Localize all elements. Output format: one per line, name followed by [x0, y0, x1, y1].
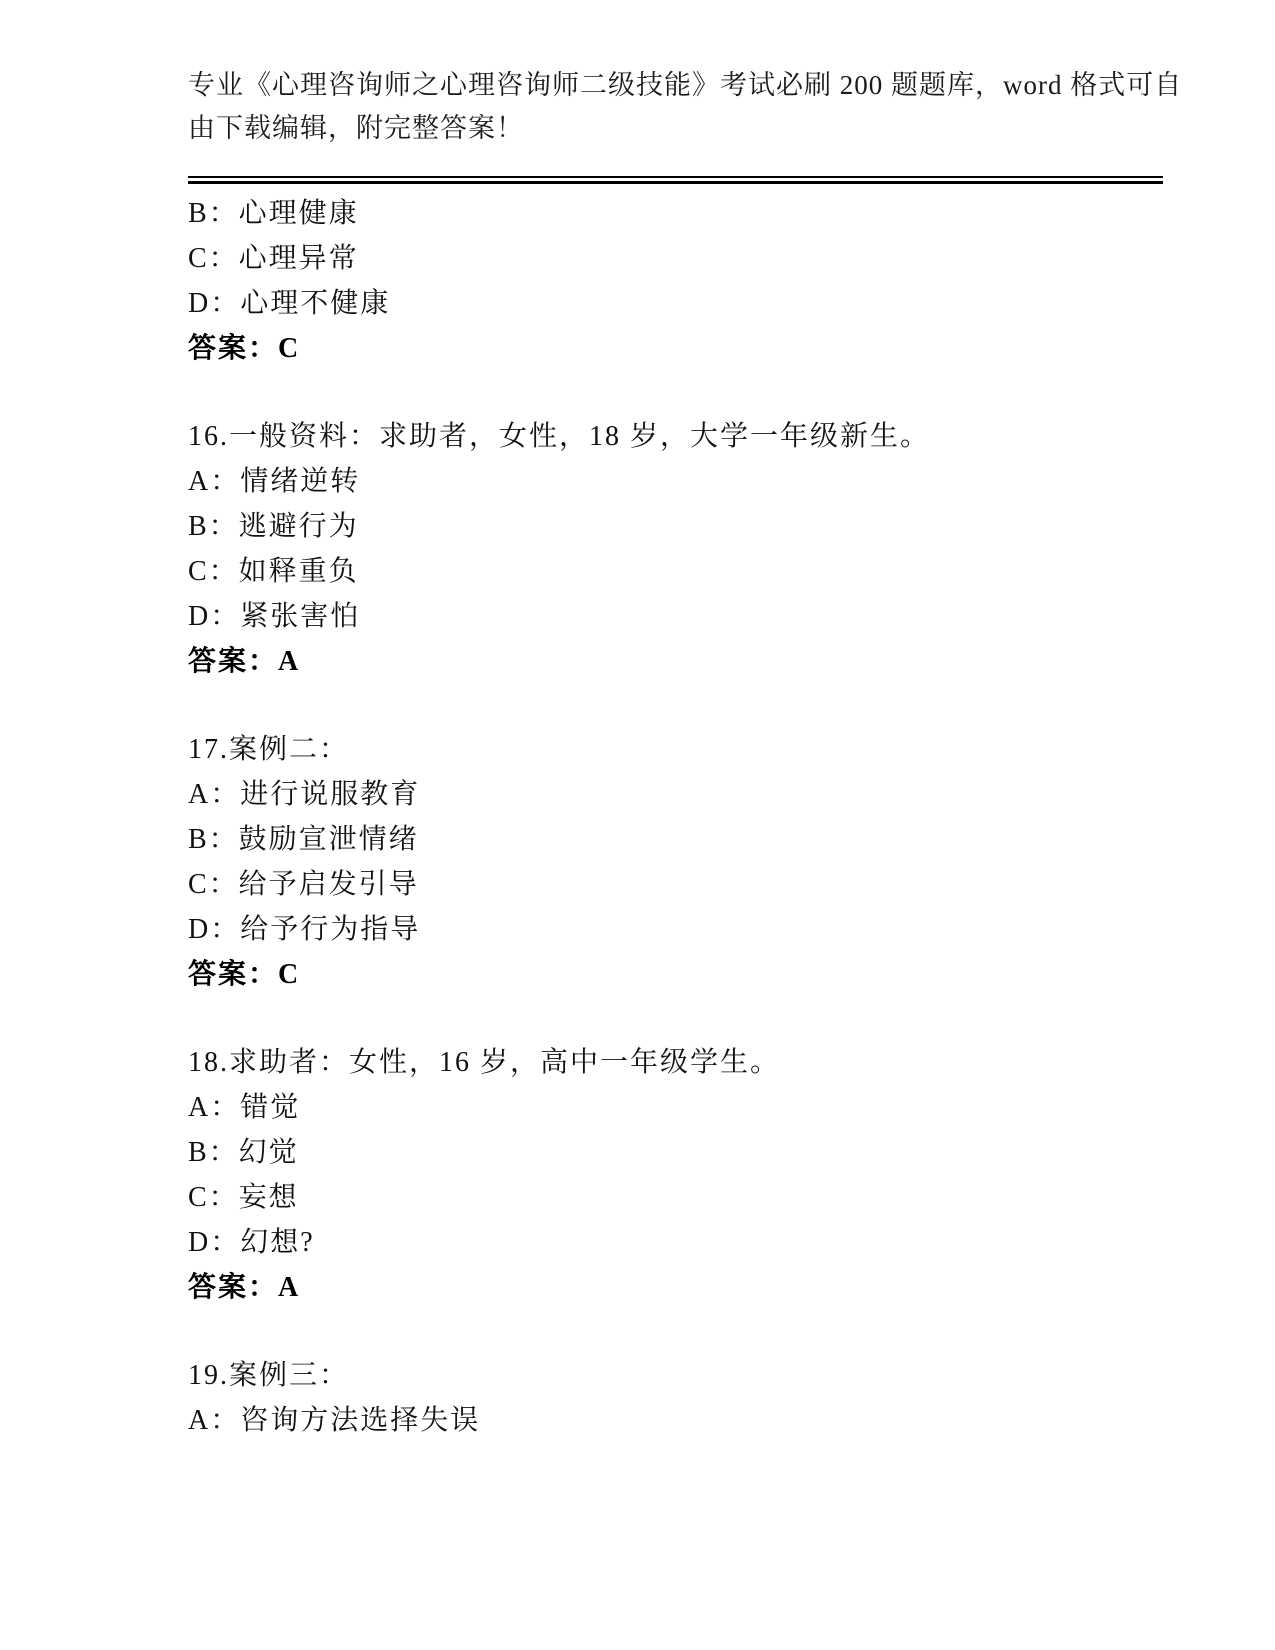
option-line: D：心理不健康	[188, 288, 391, 319]
answer-line: 答案：A	[188, 646, 301, 677]
question-18	[188, 1040, 1163, 1310]
question-stem: 19.案例三：	[188, 1360, 350, 1391]
option-line: B：逃避行为	[188, 511, 359, 542]
option-line: D：幻想?	[188, 1227, 315, 1258]
option-line: B：鼓励宣泄情绪	[188, 824, 419, 855]
question-17	[188, 727, 1163, 997]
question-19	[188, 1353, 1163, 1443]
document-header	[188, 0, 1183, 150]
option-line: C：心理异常	[188, 243, 359, 274]
option-line: C：如释重负	[188, 556, 359, 587]
option-line: A：情绪逆转	[188, 466, 361, 497]
question-stem: 18.求助者：女性，16 岁，高中一年级学生。	[188, 1047, 781, 1078]
option-line: B：幻觉	[188, 1137, 299, 1168]
option-line: A：进行说服教育	[188, 779, 421, 810]
document-page	[188, 0, 1183, 1650]
option-line: C：给予启发引导	[188, 869, 419, 900]
answer-line: 答案：C	[188, 959, 301, 990]
option-line: A：咨询方法选择失误	[188, 1405, 481, 1436]
answer-line: 答案：A	[188, 1272, 301, 1303]
question-16	[188, 414, 1163, 684]
option-line: B：心理健康	[188, 198, 359, 229]
option-line: D：给予行为指导	[188, 914, 421, 945]
option-line: A：错觉	[188, 1092, 301, 1123]
question-stem: 17.案例二：	[188, 734, 350, 765]
question-stem: 16.一般资料：求助者，女性，18 岁，大学一年级新生。	[188, 421, 931, 452]
option-line: C：妄想	[188, 1182, 299, 1213]
header-line-1: 专业《心理咨询师之心理咨询师二级技能》考试必刷 200 题题库，word 格式可自	[188, 70, 1183, 100]
option-line: D：紧张害怕	[188, 601, 361, 632]
header-divider	[188, 176, 1163, 184]
header-line-2: 由下载编辑，附完整答案！	[188, 113, 524, 143]
answer-line: 答案：C	[188, 333, 301, 364]
question-15-continuation	[188, 191, 1163, 371]
